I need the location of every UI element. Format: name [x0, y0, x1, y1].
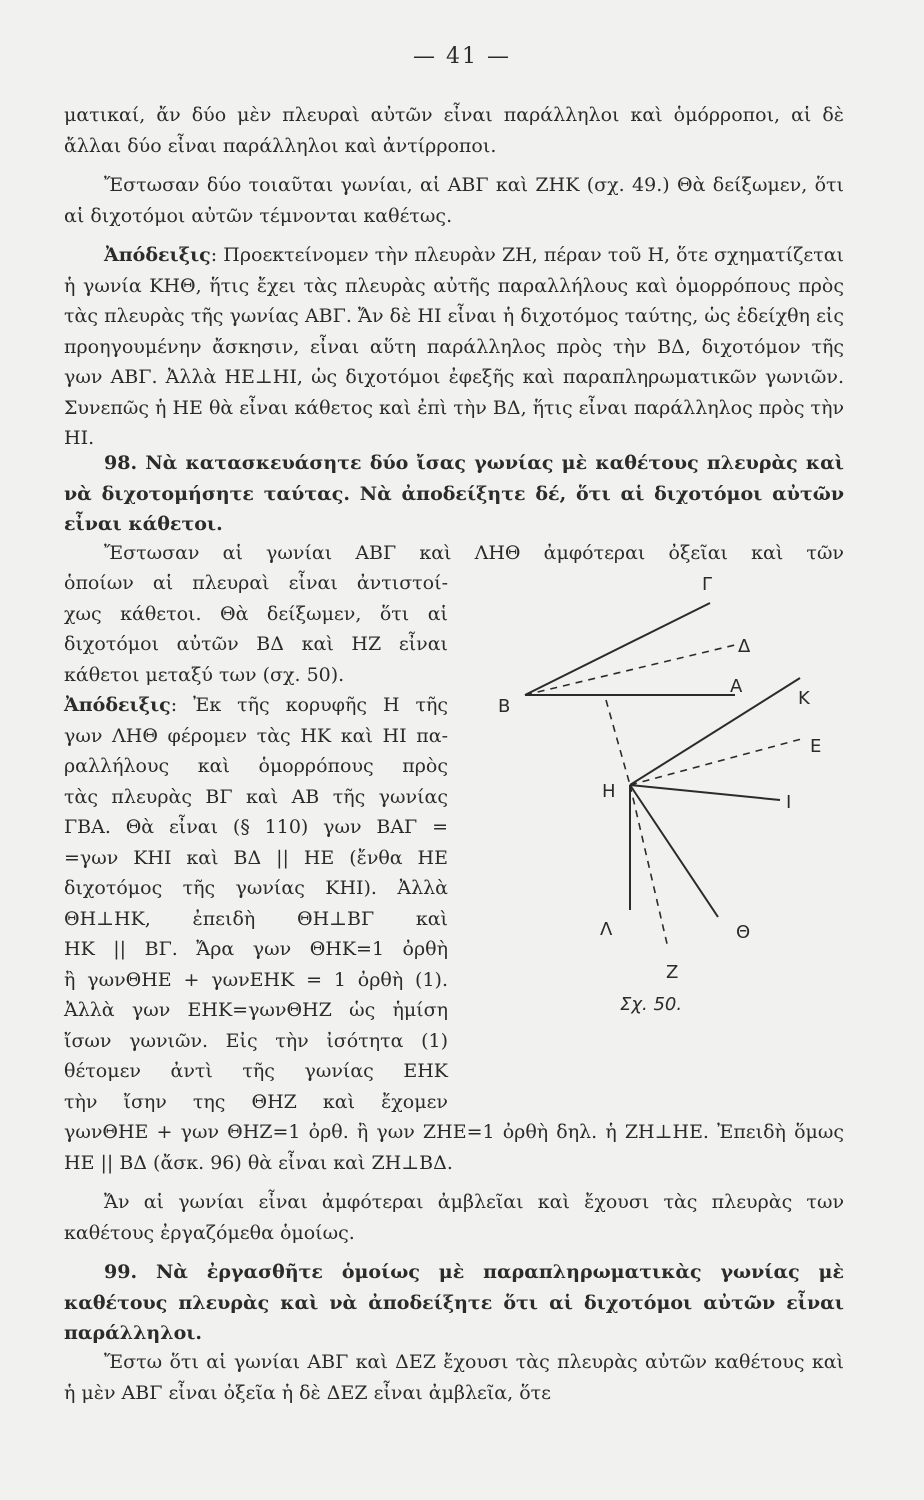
setup-97-paragraph: Ἔστωσαν δύο τοιαῦται γωνίαι, αἱ ΑΒΓ καὶ ΖΗΚ (σχ. 49.) Θὰ δείξωμεν, ὅτι αἱ διχοτόμοι αὐτῶν τέμνονται καθέτως. — [64, 174, 844, 227]
figure-caption: Σχ. 50. — [620, 994, 683, 1015]
setup-98-column — [64, 568, 448, 690]
label-h: Η — [602, 781, 616, 802]
label-theta: Θ — [736, 922, 751, 943]
proof-98-line: θέτομεν ἀντὶ τῆς γωνίας ΕΗΚ — [64, 1060, 448, 1082]
proof-98-first-line — [64, 690, 448, 721]
label-gamma: Γ — [702, 574, 713, 595]
proof-98-line: ΗΚ || ΒΓ. Ἄρα γων ΘΗΚ=1 ὀρθὴ — [64, 938, 448, 960]
line-extension-h — [606, 700, 630, 785]
proof-98-line: τὰς πλευρὰς ΒΓ καὶ ΑΒ τῆς γωνίας — [64, 785, 448, 808]
obtuse-case-paragraph: Ἄν αἱ γωνίαι εἶναι ἀμφότεραι ἀμβλεῖαι καὶ ἔχουσι τὰς πλευρὰς των καθέτους ἐργαζόμεθα ὁμοίως. — [64, 1191, 844, 1244]
exercise-99-number: 99. — [104, 1261, 138, 1283]
figure-50 — [480, 560, 880, 1030]
ray-b-gamma — [525, 603, 710, 695]
proof-97-paragraph — [64, 240, 844, 454]
proof-98-line: =γων ΚΗΙ καὶ ΒΔ || ΗΕ (ἔνθα ΗΕ — [64, 846, 448, 869]
proof-97-label: Ἀπόδειξις — [104, 244, 211, 266]
proof-98-column — [64, 690, 448, 1117]
proof-98-line: ραλλήλους καὶ ὁμορρόπους πρὸς — [64, 755, 448, 777]
exercise-98-paragraph — [64, 448, 844, 540]
setup-98-line: κάθετοι μεταξύ των (σχ. 50). — [64, 663, 345, 686]
proof-98-line: ἴσων γωνιῶν. Εἰς τὴν ἰσότητα (1) — [64, 1029, 448, 1052]
label-i: Ι — [786, 792, 792, 813]
label-b: Β — [498, 696, 511, 717]
proof-98-line: Ἀλλὰ γων ΕΗΚ=γωνΘΗΖ ὡς ἡμίση — [64, 999, 448, 1021]
label-e: Ε — [810, 736, 822, 757]
label-a: Α — [730, 676, 743, 697]
proof-98-line: ΘΗ⊥ΗΚ, ἐπειδὴ ΘΗ⊥ΒΓ καὶ — [64, 907, 448, 930]
page-number: — 41 — — [413, 44, 511, 69]
proof-98-line: διχοτόμος τῆς γωνίας ΚΗΙ). Ἀλλὰ — [64, 877, 448, 899]
ray-h-theta — [630, 785, 718, 917]
exercise-98-text: Νὰ κατασκευάσητε δύο ἴσας γωνίας μὲ καθέτους πλευρὰς καὶ νὰ διχοτομήσητε ταύτας. Νὰ ἀποδείξητε δέ, ὅτι αἱ διχοτόμοι αὐτῶν εἶναι κάθετοι. — [64, 452, 844, 535]
setup-98-line: ὁποίων αἱ πλευραὶ εἶναι ἀντιστοί- — [64, 572, 448, 594]
setup-98-line-1: Ἔστωσαν αἱ γωνίαι ΑΒΓ καὶ ΛΗΘ ἀμφότεραι ὀξεῖαι καὶ τῶν — [104, 542, 844, 564]
setup-98-line: χως κάθετοι. Θὰ δείξωμεν, ὅτι αἱ — [64, 602, 448, 625]
bisector-h-z — [630, 785, 668, 948]
proof-98-line: ἢ γωνΘΗΕ + γωνΕΗΚ = 1 ὀρθὴ (1). — [64, 968, 448, 991]
label-z: Ζ — [666, 962, 679, 983]
proof-98-first-text: : Ἐκ τῆς κορυφῆς Η τῆς — [170, 694, 448, 716]
proof-98-line: γων ΛΗΘ φέρομεν τὰς ΗΚ καὶ ΗΙ πα- — [64, 724, 448, 747]
label-k: Κ — [798, 688, 810, 709]
setup-98-line: διχοτόμοι αὐτῶν ΒΔ καὶ ΗΖ εἶναι — [64, 633, 448, 655]
intro-paragraph: ματικαί, ἄν δύο μὲν πλευραὶ αὐτῶν εἶναι παράλληλοι καὶ ὁμόρροποι, αἱ δὲ ἄλλαι δύο εἶναι παράλληλοι καὶ ἀντίρροποι. — [64, 104, 844, 157]
bisector-b-delta — [525, 645, 735, 695]
setup-99-paragraph: Ἔστω ὅτι αἱ γωνίαι ΑΒΓ καὶ ΔΕΖ ἔχουσι τὰς πλευρὰς αὐτῶν καθέτους καὶ ἡ μὲν ΑΒΓ εἶναι ὀξεῖα ἡ δὲ ΔΕΖ εἶναι ἀμβλεῖα, ὅτε — [64, 1351, 844, 1404]
proof-97-text: : Προεκτείνομεν τὴν πλευρὰν ΖΗ, πέραν τοῦ Η, ὅτε σχηματίζεται ἡ γωνία ΚΗΘ, ἥτις ἔχει τὰς πλευρὰς αὐτῆς παραλλήλους καὶ ὁμορρόπους πρὸς τὰς πλευρὰς τῆς γωνίας ΑΒΓ. Ἄν δὲ ΗΙ εἶναι ἡ διχοτόμος ταύτης, ὡς ἐδείχθη εἰς προηγουμένην ἄσκησιν, εἶναι αὕτη παράλληλος πρὸς τὴν ΒΔ, διχοτόμον τῆς γων ΑΒΓ. Ἀλλὰ ΗΕ⊥ΗΙ, ὡς διχοτόμοι ἐφεξῆς καὶ παραπληρωματικῶν γωνιῶν. Συνεπῶς ἡ ΗΕ θὰ εἶναι κάθετος καὶ ἐπὶ τὴν ΒΔ, ἥτις εἶναι παράλληλος πρὸς τὴν ΗΙ. — [64, 244, 845, 449]
label-lambda: Λ — [600, 919, 613, 940]
proof-98-label: Ἀπόδειξις — [64, 694, 171, 716]
bisector-h-e — [630, 738, 805, 785]
exercise-99-paragraph — [64, 1257, 844, 1349]
proof-98-full-lines: γωνΘΗΕ + γων ΘΗΖ=1 ὀρθ. ἢ γων ΖΗΕ=1 ὀρθὴ δηλ. ἡ ΖΗ⊥ΗΕ. Ἐπειδὴ ὅμως ΗΕ || ΒΔ (ἄσκ. 96) θὰ εἶναι καὶ ΖΗ⊥ΒΔ. — [64, 1121, 844, 1174]
ray-h-i — [630, 785, 780, 800]
label-delta: Δ — [738, 636, 751, 657]
proof-98-line: τὴν ἴσην της ΘΗΖ καὶ ἔχομεν — [64, 1090, 448, 1113]
exercise-99-text: Νὰ ἐργασθῆτε ὁμοίως μὲ παραπληρωματικὰς γωνίας μὲ καθέτους πλευρὰς καὶ νὰ ἀποδείξητε ὅτι αἱ διχοτόμοι αὐτῶν εἶναι παράλληλοι. — [64, 1261, 844, 1344]
exercise-98-number: 98. — [104, 452, 138, 474]
proof-98-line: ΓΒΑ. Θὰ εἶναι (§ 110) γων ΒΑΓ = — [64, 816, 448, 838]
